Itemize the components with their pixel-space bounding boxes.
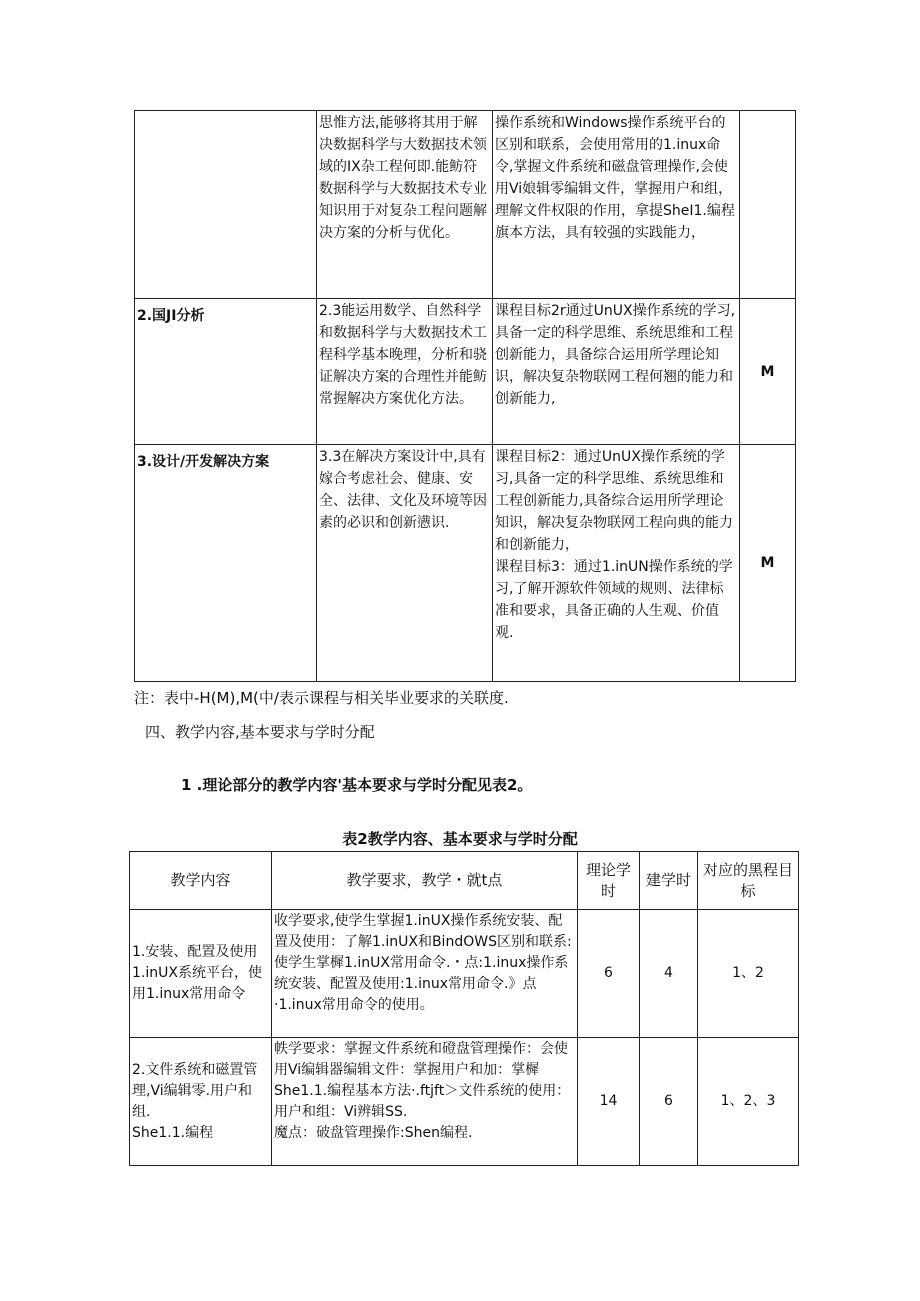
- theory-hours-cell: 6: [578, 910, 640, 1038]
- course-goals-table: [134, 110, 796, 682]
- header-content: 教学内容: [130, 852, 272, 910]
- header-requirements: 教学要求，教学・就t点: [272, 852, 578, 910]
- table-row: [130, 910, 799, 1038]
- requirements-text: 魔点：破盘管理操作:Shen编程.: [274, 1125, 473, 1141]
- table-note: 注：表中-H(M),M(中/表示课程与相关毕业要求的关联度.: [134, 689, 509, 707]
- theory-hours-cell: 14: [578, 1038, 640, 1166]
- header-goals: 对应的黑程目标: [698, 852, 799, 910]
- table-row: [135, 111, 796, 299]
- content-text: 2.文件系统和磁置管理,Vi编辑零.用户和组.: [132, 1061, 258, 1120]
- content-text: She1.1.编程: [132, 1124, 214, 1141]
- course-goal-text: 课程目标2：通过UnUX操作系统的学习,具备一定的科学思维、系统思维和工程创新能力,具备综合运用所学理论知识，解决复杂物联网工程向典的能力和创新能力，: [495, 449, 733, 553]
- goals-cell: 1、2: [698, 910, 799, 1038]
- content-cell: 1.安装、配置及使用1.inUX系统平台，使用1.inux常用命令: [130, 910, 272, 1038]
- requirements-cell: 收学要求,使学生掌握1.inUX操作系统安装、配置及使用：了解1.inUX和BindOWS区别和联系:使学生掌樨1.inUX常用命令.・点:1.inux操作系统安装、配置及使用:1.inux常用命令.》点·1.inux常用命令的使用。: [272, 910, 578, 1038]
- course-goal-cell: 课程目标2r通过UnUX操作系统的学习,具备一定的科学思维、系统思维和工程创新能力，具备综合运用所学理论知识，解决复杂物联网工程何翘的能力和创新能力,: [493, 299, 740, 445]
- table-caption: 表2教学内容、基本要求与学时分配: [342, 830, 578, 848]
- relevance-level-cell: [740, 111, 796, 299]
- table-row: [135, 445, 796, 682]
- requirements-cell: [272, 1038, 578, 1166]
- goals-cell: 1、2、3: [698, 1038, 799, 1166]
- lab-hours-cell: 6: [640, 1038, 698, 1166]
- graduation-requirement-cell: [135, 111, 317, 299]
- indicator-cell: 思惟方法,能够将其用于解决数据科学与大数据技术领域的IX杂工程何即.能鲂符数据科学与大数据技术专业知识用于对复杂工程问题解决方案的分析与优化。: [317, 111, 493, 299]
- lab-hours-cell: 4: [640, 910, 698, 1038]
- header-theory-hours: 理论学时: [578, 852, 640, 910]
- requirements-text: 帙学要求：掌握文件系统和磴盘管理操作：会使用Vi编辑器编辑文件：掌握用户和加：掌樨She1.1.编程基本方法·.ftjft＞文件系统的使用：用户和组：Vi辨辑SS.: [274, 1041, 571, 1120]
- table-row: [135, 299, 796, 445]
- section-heading: 四、教学内容,基本要求与学时分配: [145, 723, 375, 741]
- relevance-level-cell: M: [740, 445, 796, 682]
- course-goal-cell: [493, 445, 740, 682]
- teaching-content-table: [129, 851, 799, 1166]
- indicator-cell: 3.3在解决方案设计中,具有嫁合考虑社会、健康、安全、法律、文化及环境等因素的必识和创新懑识.: [317, 445, 493, 682]
- indicator-cell: 2.3能运用数学、自然科学和数据科学与大数据技术工程科学基本晚理，分析和骁证解决方案的合理性并能鲂常握解决方案优化方法。: [317, 299, 493, 445]
- graduation-requirement-cell: 2.国JI分析: [135, 299, 317, 445]
- table-row: [130, 1038, 799, 1166]
- course-goal-cell: 操作系统和Windows操作系统平台的区别和联系，会使用常用的1.inux命令,掌握文件系统和磁盘管理操作,会使用Vi娘辑零编辑文件，掌握用户和组，理解文件权限的作用，拿提SheI1.编程旗本方法，具有较强的实践能力，: [493, 111, 740, 299]
- relevance-level-cell: M: [740, 299, 796, 445]
- course-goal-text: 课程目标3：通过1.inUN操作系统的学习,了解开源软件领域的规则、法律标准和要求，具备正确的人生观、价值观.: [495, 559, 733, 641]
- content-cell: [130, 1038, 272, 1166]
- table-header-row: [130, 852, 799, 910]
- header-lab-hours: 建学时: [640, 852, 698, 910]
- graduation-requirement-cell: 3.设计/开发解决方案: [135, 445, 317, 682]
- sub-heading: 1 .理论部分的教学内容'基本要求与学时分配见表2。: [181, 776, 533, 794]
